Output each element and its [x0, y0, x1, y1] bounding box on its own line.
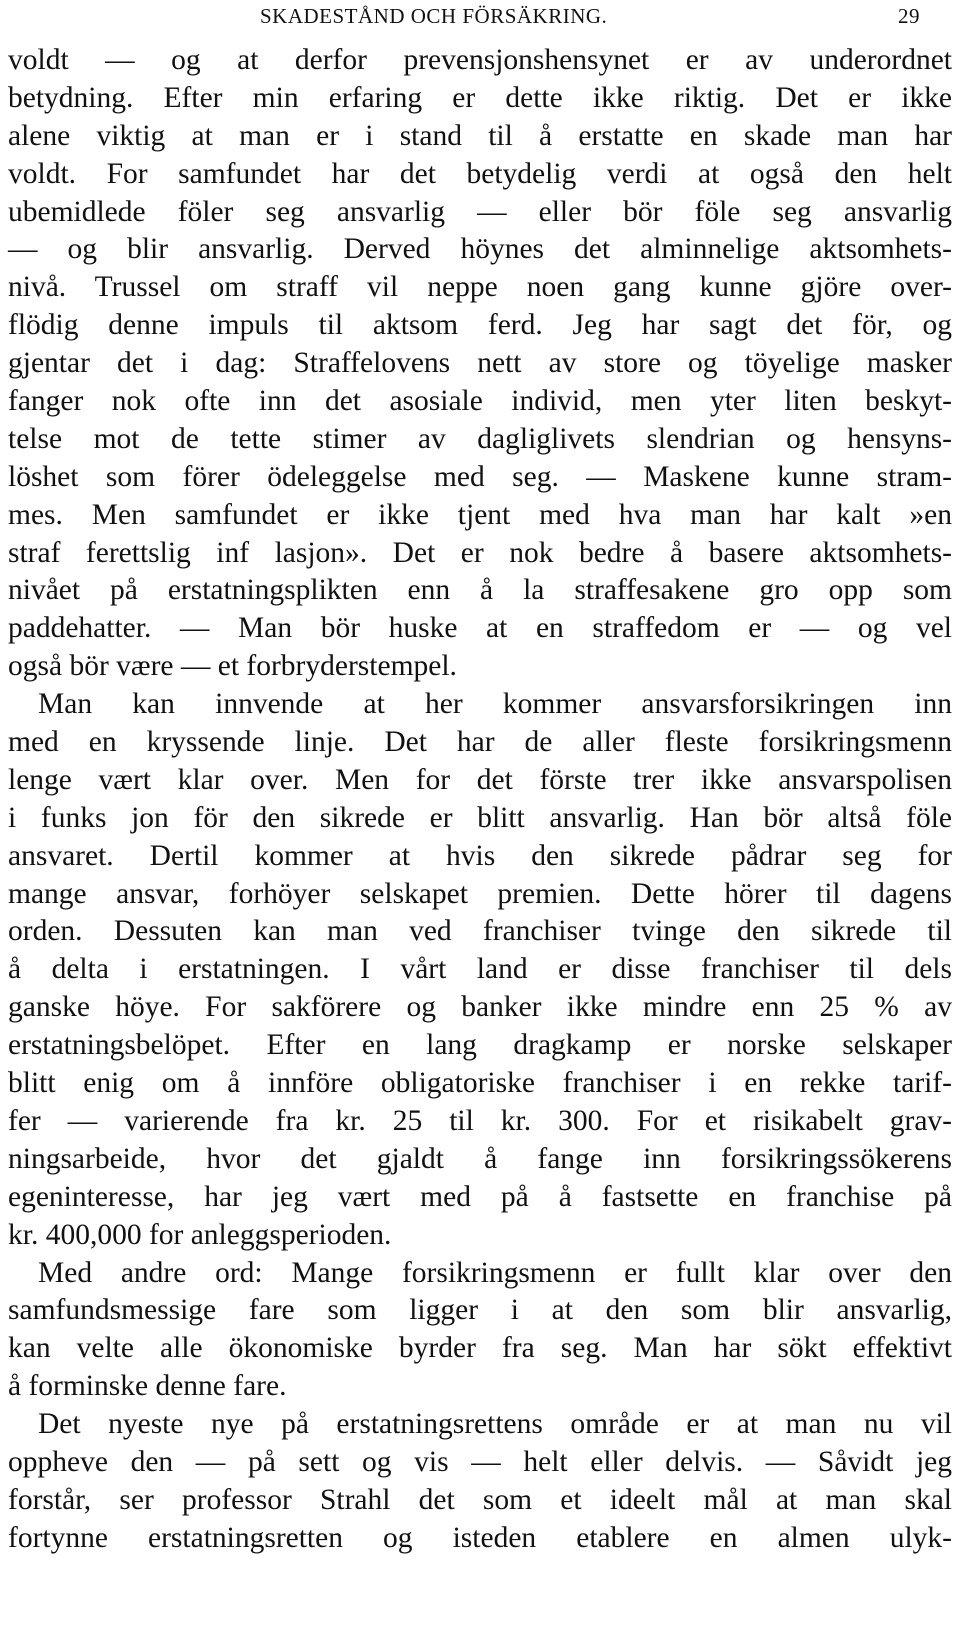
- text-line: Det nyeste nye på erstatningsrettens område er at man nu vil: [38, 1408, 952, 1441]
- text-line: Man kan innvende at her kommer ansvarsforsikringen inn: [38, 688, 952, 721]
- text-line: fer — varierende fra kr. 25 til kr. 300. For et risikabelt grav-: [8, 1104, 952, 1137]
- text-line: orden. Dessuten kan man ved franchiser tvinge den sikrede til: [8, 915, 952, 948]
- body-text: [8, 42, 952, 1558]
- text-line: betydning. Efter min erfaring er dette ikke riktig. Det er ikke: [8, 81, 952, 114]
- text-line: straf ferettslig inf lasjon». Det er nok bedre å basere aktsomhets-: [8, 536, 952, 569]
- text-line: alene viktig at man er i stand til å erstatte en skade man har: [8, 119, 952, 152]
- text-line: voldt — og at derfor prevensjonshensynet er av underordnet: [8, 44, 952, 76]
- text-line: voldt. For samfundet har det betydelig verdi at også den helt: [8, 157, 952, 190]
- text-line: Med andre ord: Mange forsikringsmenn er fullt klar over den: [38, 1256, 952, 1289]
- text-line: ubemidlede föler seg ansvarlig — eller bör föle seg ansvarlig: [8, 195, 952, 228]
- text-line: gjentar det i dag: Straffelovens nett av store og töyelige masker: [8, 347, 952, 380]
- text-line: ningsarbeide, hvor det gjaldt å fange inn forsikringssökerens: [8, 1142, 952, 1175]
- text-line: mange ansvar, forhöyer selskapet premien. Dette hörer til dagens: [8, 877, 952, 910]
- text-line: mes. Men samfundet er ikke tjent med hva man har kalt »en: [8, 498, 952, 531]
- running-title: SKADESTÅND OCH FÖRSÄKRING.: [260, 4, 608, 28]
- text-line: forstår, ser professor Strahl det som et ideelt mål at man skal: [8, 1483, 952, 1516]
- text-line: egeninteresse, har jeg vært med på å fastsette en franchise på: [8, 1180, 952, 1213]
- text-line: ganske höye. For sakförere og banker ikke mindre enn 25 % av: [8, 991, 952, 1024]
- text-line: kr. 400,000 for anleggsperioden.: [8, 1218, 392, 1251]
- text-line: med en kryssende linje. Det har de aller fleste forsikringsmenn: [8, 726, 952, 759]
- text-line: nivået på erstatningsplikten enn å la straffesakene gro opp som: [8, 574, 952, 607]
- page-header: [0, 4, 960, 34]
- text-line: flödig denne impuls til aktsom ferd. Jeg har sagt det för, og: [8, 309, 952, 342]
- text-line: erstatningsbelöpet. Efter en lang dragkamp er norske selskaper: [8, 1029, 952, 1062]
- text-line: lenge vært klar over. Men for det förste trer ikke ansvarspolisen: [8, 763, 952, 796]
- page-number: 29: [898, 4, 920, 28]
- text-line: å forminske denne fare.: [8, 1370, 287, 1403]
- text-line: også bör være — et forbryderstempel.: [8, 650, 457, 683]
- text-line: oppheve den — på sett og vis — helt eller delvis. — Såvidt jeg: [8, 1445, 952, 1478]
- text-line: å delta i erstatningen. I vårt land er disse franchiser til dels: [8, 953, 952, 986]
- text-line: — og blir ansvarlig. Derved höynes det alminnelige aktsomhets-: [8, 233, 952, 266]
- text-line: fortynne erstatningsretten og isteden etablere en almen ulyk-: [8, 1521, 952, 1554]
- text-line: kan velte alle ökonomiske byrder fra seg. Man har sökt effektivt: [8, 1332, 952, 1365]
- text-line: telse mot de tette stimer av dagliglivets slendrian og hensyns-: [8, 422, 952, 455]
- text-line: paddehatter. — Man bör huske at en straffedom er — og vel: [8, 612, 952, 645]
- text-line: fanger nok ofte inn det asosiale individ, men yter liten beskyt-: [8, 385, 952, 418]
- text-line: ansvaret. Dertil kommer at hvis den sikrede pådrar seg for: [8, 839, 952, 872]
- text-line: i funks jon för den sikrede er blitt ansvarlig. Han bör altså föle: [8, 801, 952, 834]
- text-line: blitt enig om å innföre obligatoriske franchiser i en rekke tarif-: [8, 1067, 952, 1100]
- text-line: nivå. Trussel om straff vil neppe noen gang kunne gjöre over-: [8, 271, 952, 304]
- text-line: löshet som förer ödeleggelse med seg. — Maskene kunne stram-: [8, 460, 952, 493]
- text-line: samfundsmessige fare som ligger i at den som blir ansvarlig,: [8, 1294, 952, 1327]
